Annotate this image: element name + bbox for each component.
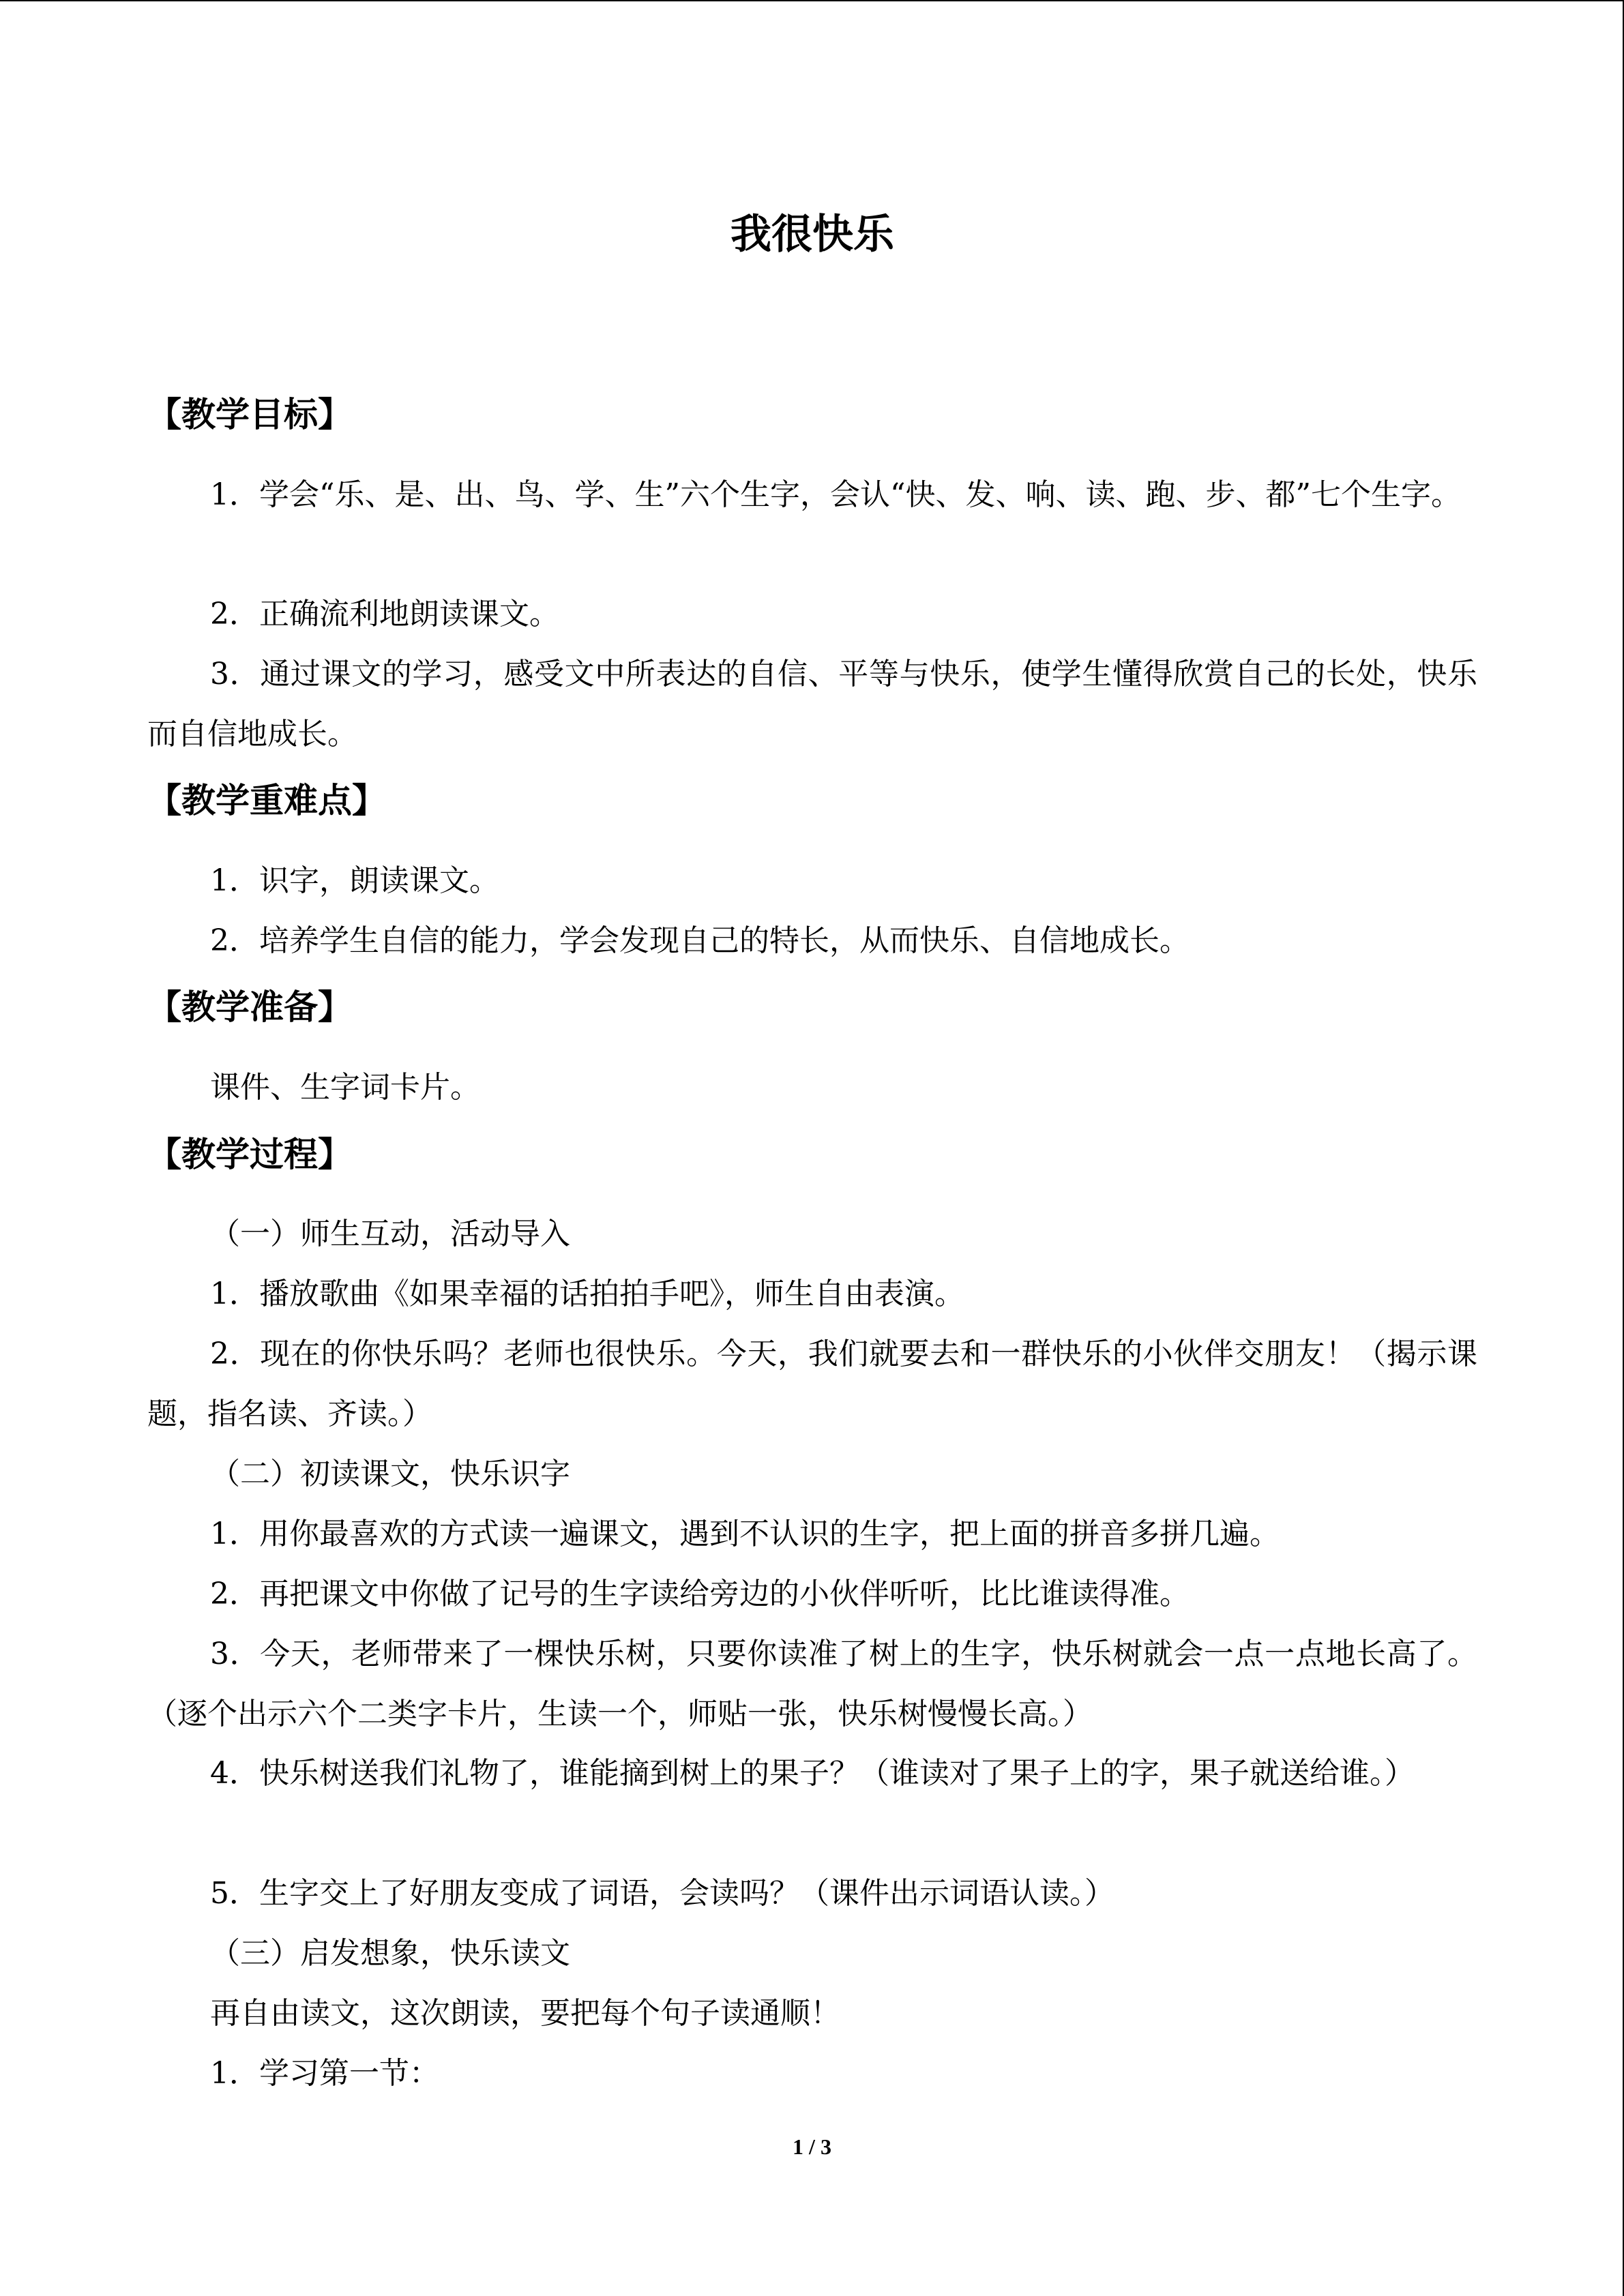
paragraph: 2．正确流利地朗读课文。 [210, 597, 559, 631]
paragraph: 1．学会“乐、是、出、鸟、学、生”六个生字，会认“快、发、响、读、跑、步、都”七个生字。 [210, 477, 1461, 512]
section-heading-preparation: 【教学准备】 [147, 987, 352, 1027]
page-number: 1 / 3 [793, 2134, 831, 2159]
paragraph: 5．生字交上了好朋友变成了词语，会读吗？（课件出示词语认读。） [210, 1876, 1114, 1911]
section-heading-key-points: 【教学重难点】 [147, 781, 386, 820]
paragraph: 1．用你最喜欢的方式读一遍课文，遇到不认识的生字，把上面的拼音多拼几遍。 [210, 1517, 1280, 1551]
paragraph: 再自由读文，这次朗读，要把每个句子读通顺！ [210, 1996, 840, 2031]
paragraph: 1．播放歌曲《如果幸福的话拍拍手吧》，师生自由表演。 [210, 1277, 964, 1311]
paragraph: 1．学习第一节： [210, 2056, 439, 2091]
section-heading-process: 【教学过程】 [147, 1135, 352, 1174]
paragraph: 3．今天，老师带来了一棵快乐树，只要你读准了树上的生字，快乐树就会一点一点地长高了。（逐个出示六个二类字卡片，生读一个，师贴一张，快乐树慢慢长高。） [147, 1637, 1477, 1731]
paragraph: 2．现在的你快乐吗？老师也很快乐。今天，我们就要去和一群快乐的小伙伴交朋友！（揭示课题，指名读、齐读。） [147, 1337, 1477, 1431]
paragraph: 2．培养学生自信的能力，学会发现自己的特长，从而快乐、自信地成长。 [210, 923, 1190, 958]
paragraph: 2．再把课文中你做了记号的生字读给旁边的小伙伴听听，比比谁读得准。 [210, 1577, 1190, 1611]
paragraph: 课件、生字词卡片。 [210, 1070, 480, 1105]
paragraph: 1．识字，朗读课文。 [210, 863, 499, 898]
document-title: 我很快乐 [730, 211, 894, 258]
paragraph: 4．快乐树送我们礼物了，谁能摘到树上的果子？（谁读对了果子上的字，果子就送给谁。） [210, 1756, 1415, 1791]
paragraph: （一）师生互动，活动导入 [210, 1217, 570, 1251]
paragraph: （三）启发想象，快乐读文 [210, 1936, 570, 1971]
paragraph: （二）初读课文，快乐识字 [210, 1457, 570, 1491]
section-heading-objectives: 【教学目标】 [147, 395, 352, 434]
paragraph: 3．通过课文的学习，感受文中所表达的自信、平等与快乐，使学生懂得欣赏自己的长处，快乐而自信地成长。 [147, 657, 1477, 751]
